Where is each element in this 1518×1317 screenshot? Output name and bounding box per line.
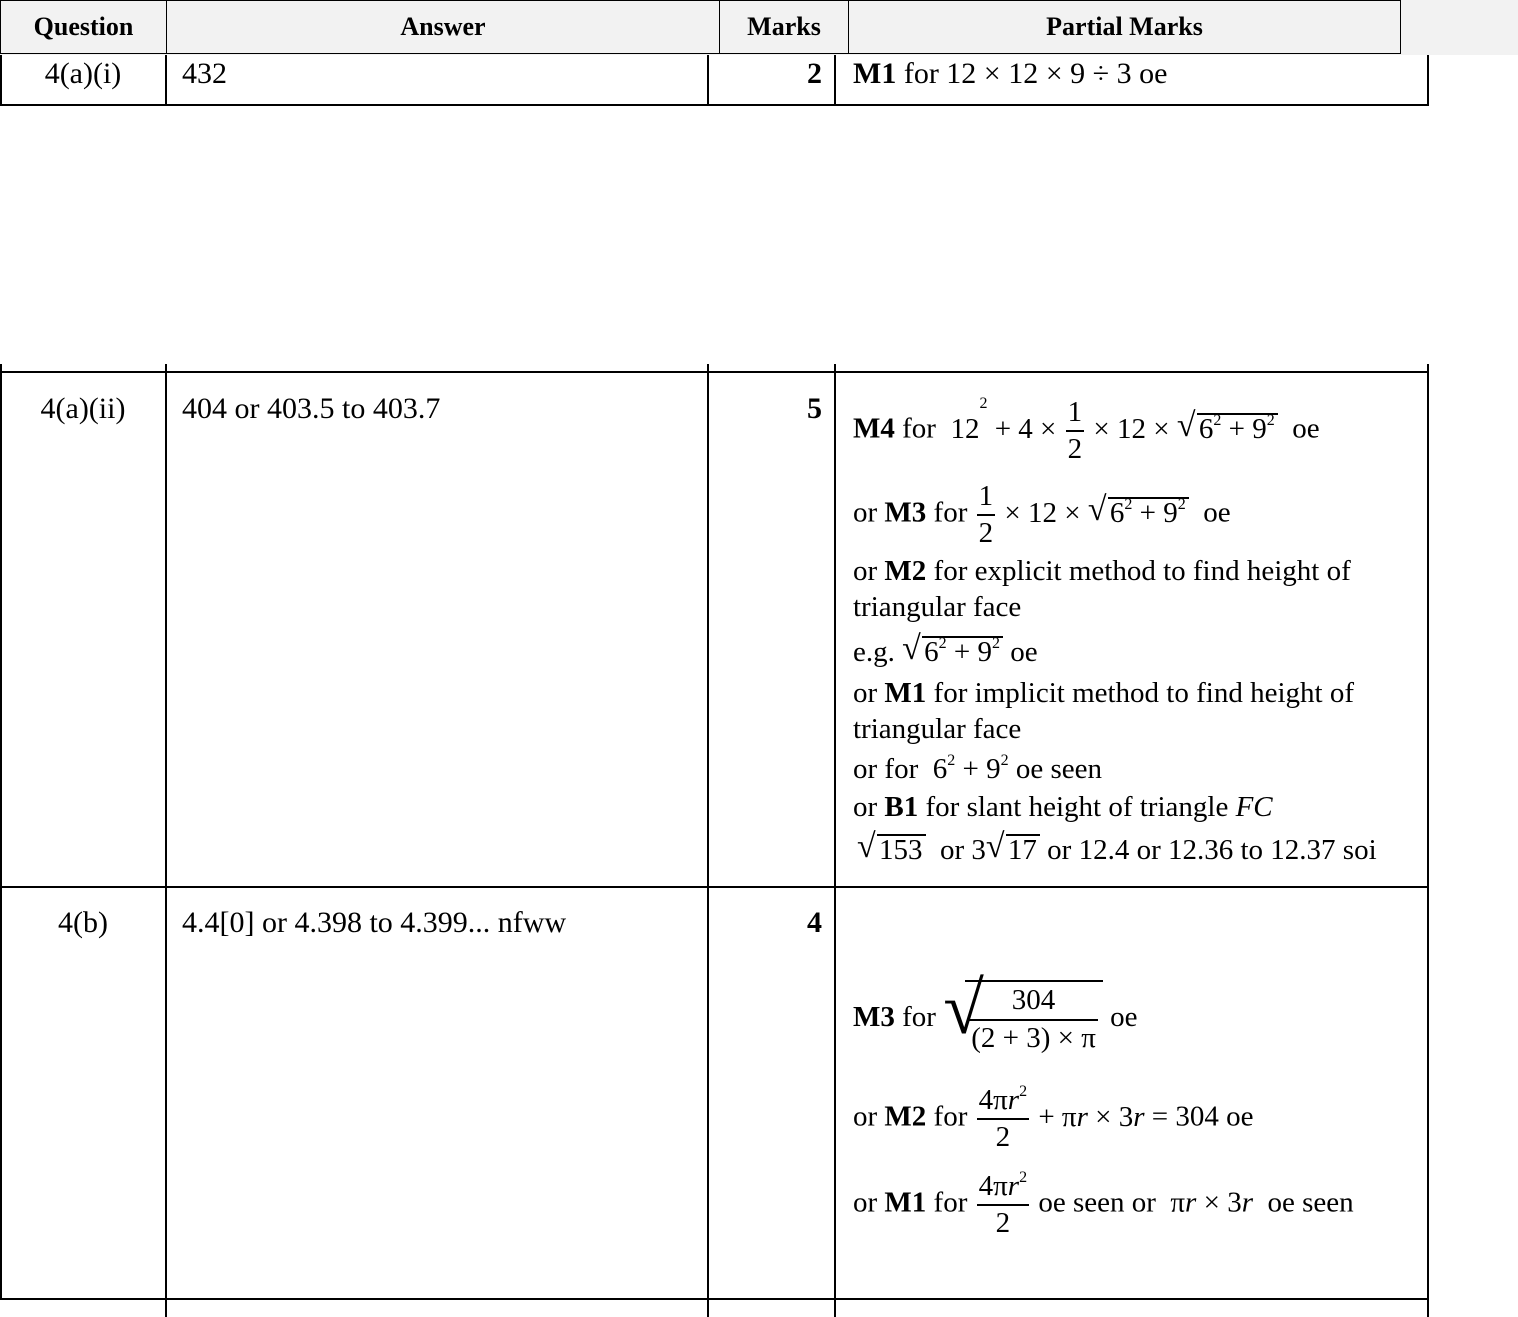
row-border [0,364,2,888]
partial-text: for implicit method to find height of [933,677,1354,709]
partial-text: oe [1010,636,1038,668]
fraction: $\frac{304}{(2 + 3) \times \pi}$ [971,984,1096,1054]
square-root: √ $\frac{304}{(2 + 3) \times \pi}$ [943,980,1103,1053]
partial-line-m1 [853,1169,1354,1239]
fraction: $\frac{4\pi r^2}{2}$ [978,1169,1028,1239]
mark-code: M3 [853,1001,895,1034]
row-border [0,1298,1429,1300]
row-border [0,886,1429,888]
header-partial-marks: Partial Marks [848,0,1401,54]
row-border [707,886,709,1317]
row-border [834,364,836,888]
partial-line-m1 [853,679,1354,708]
mark-code: M1 [884,677,927,709]
partial-line-m3 [853,968,1138,1054]
row-border [0,886,2,1300]
partial-text: FC [1235,791,1273,823]
partial-text: oe [1203,496,1231,529]
header-question: Question [0,0,167,54]
row-border [1427,886,1429,1317]
partial-text: e.g. [853,636,895,668]
partial-text: for [933,496,968,529]
header-answer: Answer [166,0,720,54]
partial-text: for [902,412,936,445]
row-border [1427,364,1429,888]
partial-text: or for [853,753,919,785]
mark-code: M2 [884,555,927,587]
answer-text: 4.4[0] or 4.398 to 4.399... nfww [182,906,567,939]
mark-code: M1 [884,1186,927,1219]
square-root: √ 153 [857,834,926,865]
partial-text: or [853,555,878,587]
formula: πr × 3r [1163,1186,1253,1219]
fraction: $\frac{4\pi r^2}{2}$ [978,1083,1028,1153]
mark-code: B1 [884,791,919,823]
mark-code: M3 [884,496,927,529]
formula: $\frac{4\pi r^2}{2}$ + πr × 3r [978,1083,1145,1153]
question-number: 4(a)(ii) [40,392,126,425]
row-border [834,55,836,106]
mark-code: M4 [853,412,895,445]
partial-line-values [857,828,1377,866]
answer-text: 432 [182,57,227,90]
row-border [834,886,836,1317]
formula: $6^2 + 9^2$ [925,752,1009,785]
partial-line-eg [853,630,1038,668]
partial-line-m4 [853,395,1320,465]
partial-text: oe [1110,1001,1138,1034]
partial-text: or [853,677,878,709]
fraction: $\frac{1}{2}$ [978,480,994,549]
square-root: √ $6^2 + 9^2$ [1088,497,1189,528]
partial-text: or [853,1100,878,1133]
row-border [0,371,1429,373]
partial-text: oe seen [1267,1186,1354,1219]
partial-text: = 304 oe [1151,1100,1254,1133]
partial-text: for [933,1100,968,1133]
partial-text: or [853,496,878,529]
partial-text: oe seen or [1038,1186,1156,1219]
square-root: √ $6^2 + 9^2$ [902,636,1003,667]
square-root: √ $6^2 + 9^2$ [1177,413,1278,444]
partial-text: for explicit method to find height of [933,555,1351,587]
header-marks: Marks [719,0,849,54]
partial-line-m3 [853,482,1231,548]
partial-text: for 12 × 12 × 9 ÷ 3 oe [903,57,1168,90]
partial-text: for slant height of triangle [925,791,1229,823]
partial-text: oe seen [1015,753,1102,785]
row-border [165,364,167,888]
partial-marks [853,57,1167,91]
partial-text: or [853,1186,878,1219]
partial-text: or [853,791,878,823]
question-number: 4(b) [58,906,108,939]
partial-line-b1 [853,793,1273,822]
fraction: $\frac{1}{2}$ [1067,396,1083,465]
partial-text: triangular face [853,591,1022,623]
formula [975,1169,1039,1239]
row-border [707,364,709,888]
partial-line-m2 [853,557,1351,586]
formula: $\frac{1}{2}$ × 12 × √ $6^2 + 9^2$ [975,497,1196,529]
row-border [0,104,1429,106]
mark-code: M2 [884,1100,927,1133]
table-header [0,0,1518,56]
formula: $12^2 + 4$ × $\frac{1}{2}$ × 12 × √ $6^2 + 9^2$ [943,413,1285,445]
partial-line-or-for [853,752,1102,785]
partial-text: triangular face [853,713,1022,745]
mark-code: M1 [853,57,897,90]
partial-text: for [933,1186,968,1219]
partial-line-m1-cont [853,715,1021,744]
partial-line-m2-cont [853,593,1021,622]
answer-text: 404 or 403.5 to 403.7 [182,392,441,425]
partial-text: or 3 [940,834,986,866]
row-border [1427,55,1429,106]
partial-text: or 12.4 or 12.36 to 12.37 soi [1047,834,1377,866]
partial-text: for [902,1001,936,1034]
partial-text: oe [1292,412,1320,445]
partial-line-m2 [853,1083,1254,1153]
marks-value: 5 [807,392,822,425]
row-border [165,886,167,1317]
marks-value: 2 [807,57,822,90]
square-root: √ 17 [986,834,1040,865]
marks-value: 4 [807,906,822,939]
question-number: 4(a)(i) [44,57,122,90]
